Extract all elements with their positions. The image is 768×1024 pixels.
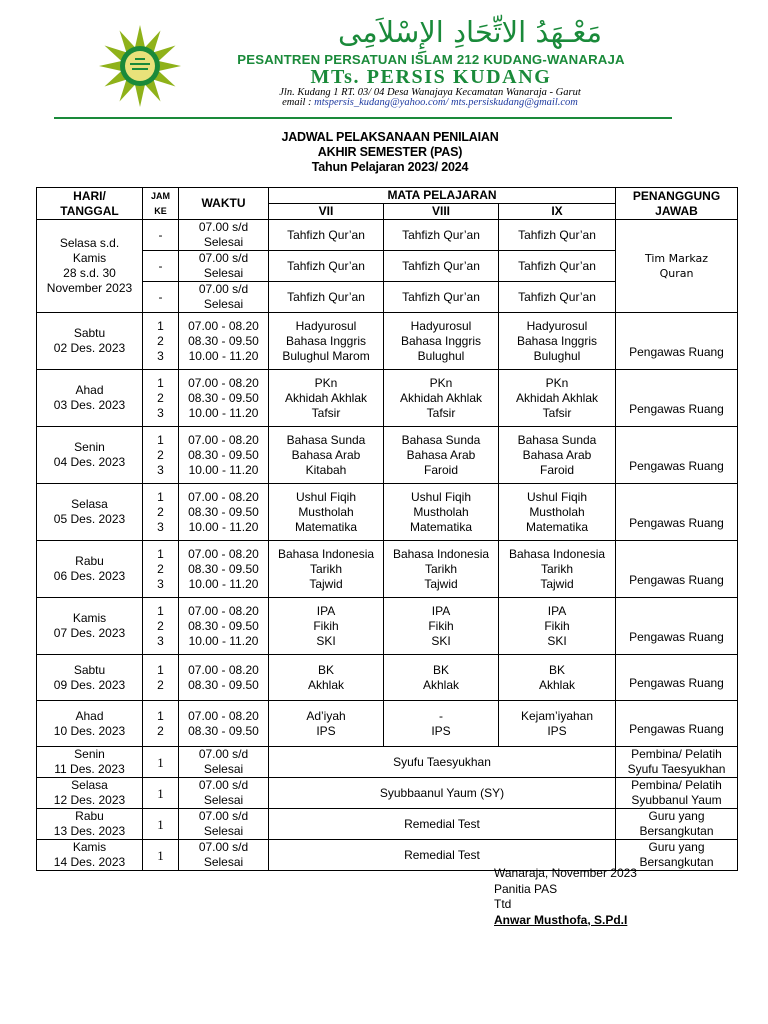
header-grade-viii: VIII [384, 204, 499, 220]
cell-line: 2 [157, 333, 164, 348]
subject-cell: Tahfizh Qur’an [384, 220, 499, 251]
cell-line: 2 [157, 618, 164, 633]
cell-line: Tafsir [542, 405, 572, 420]
cell-line: PKn [545, 375, 569, 390]
pj-cell: Tim Markaz Quran [616, 220, 738, 313]
cell-line: Faroid [539, 462, 574, 477]
cell-line: Selesai [203, 762, 244, 776]
cell-line: Tarikh [309, 561, 342, 576]
cell-line: 3 [157, 405, 164, 420]
cell-line: 10.00 - 11.20 [188, 519, 259, 534]
cell-line: Bahasa Inggris [285, 333, 367, 348]
cell-line: 08.30 - 09.50 [188, 677, 259, 692]
signer-name: Anwar Musthofa, S.Pd.I [494, 912, 628, 927]
cell-line: Bahasa Indonesia [508, 546, 606, 561]
header-mapel: MATA PELAJARAN [269, 188, 616, 204]
cell-line: Tafsir [426, 405, 456, 420]
header-jam: JAM KE [143, 188, 179, 220]
activity-cell: Remedial Test [269, 840, 616, 871]
cell-line: 08.30 - 09.50 [188, 561, 259, 576]
subject-cell-viii [384, 701, 499, 747]
day-name: Selasa [71, 497, 108, 511]
subject-cell-viii [384, 541, 499, 598]
cell-line: Bahasa Indonesia [277, 546, 375, 561]
cell-line: Tarikh [540, 561, 573, 576]
waktu-cell [179, 598, 269, 655]
cell-line: 3 [157, 576, 164, 591]
cell-line: 08.30 - 09.50 [188, 333, 259, 348]
jam-cell [143, 598, 179, 655]
cell-line: Bersangkutan [639, 855, 714, 869]
day-date: 02 Des. 2023 [53, 341, 126, 355]
waktu-cell [179, 655, 269, 701]
cell-line: Akhlak [538, 677, 576, 692]
cell-line: Guru yang [648, 809, 705, 823]
committee-name: Panitia PAS [494, 881, 558, 896]
subject-cell-ix [499, 701, 616, 747]
subject-cell: Tahfizh Qur’an [499, 282, 616, 313]
cell-line: 08.30 - 09.50 [188, 504, 259, 519]
subject-cell-viii [384, 313, 499, 370]
cell-line: 1 [157, 375, 164, 390]
waktu-cell [179, 778, 269, 809]
cell-line: Guru yang [648, 840, 705, 854]
cell-line: 08.30 - 09.50 [188, 723, 259, 738]
subject-cell-viii [384, 655, 499, 701]
subject-cell-ix [499, 598, 616, 655]
jam-cell: 1 [143, 840, 179, 871]
cell-line: 07.00 s/d [198, 778, 249, 792]
document-title [200, 130, 580, 175]
cell-line: Selesai [203, 824, 244, 838]
cell-line: Tarikh [424, 561, 457, 576]
cell-line: 07.00 - 08.20 [188, 318, 259, 333]
pj-cell: Pengawas Ruang [616, 313, 738, 370]
cell-line: Pembina/ Pelatih [631, 747, 722, 761]
cell-line: 07.00 s/d [198, 747, 249, 761]
cell-line: Bulughul [417, 348, 465, 363]
cell-line: 2 [157, 561, 164, 576]
cell-line: Tajwid [309, 576, 343, 591]
subject-cell-vii [269, 313, 384, 370]
cell-line: 3 [157, 519, 164, 534]
pj-cell: Pengawas Ruang [616, 484, 738, 541]
day-cell [37, 809, 143, 840]
day-date: 04 Des. 2023 [53, 455, 126, 469]
pj-cell: Pengawas Ruang [616, 370, 738, 427]
cell-line: Akhidah Akhlak [515, 390, 599, 405]
cell-line: 10.00 - 11.20 [188, 633, 259, 648]
day-date: 09 Des. 2023 [53, 677, 126, 692]
cell-line: Kejam’iyahan [520, 708, 594, 723]
title-line-1: JADWAL PELAKSANAAN PENILAIAN [281, 130, 499, 144]
jam-cell: - [143, 220, 179, 251]
day-date: 07 Des. 2023 [53, 626, 126, 640]
cell-line: Mustholah [413, 504, 469, 519]
cell-line: IPS [547, 723, 567, 738]
jam-cell: 1 [143, 747, 179, 778]
day-cell: Selasa s.d. Kamis 28 s.d. 30 November 2023 [37, 220, 143, 313]
cell-line: SKI [431, 633, 451, 648]
day-cell [37, 701, 143, 747]
pj-cell: Pengawas Ruang [616, 701, 738, 747]
day-date: 11 Des. 2023 [54, 762, 125, 776]
cell-line: Akhlak [422, 677, 460, 692]
cell-line: SKI [547, 633, 567, 648]
subject-cell-viii [384, 427, 499, 484]
cell-line: 1 [157, 603, 164, 618]
cell-line: Bulughul Marom [282, 348, 370, 363]
subject-cell-vii [269, 655, 384, 701]
day-name: Selasa [71, 778, 108, 792]
cell-line: Syubbanul Yaum [631, 793, 722, 807]
waktu-cell: 07.00 s/d Selesai [179, 220, 269, 251]
cell-line: Ushul Fiqih [526, 489, 588, 504]
title-line-3: Tahun Pelajaran 2023/ 2024 [311, 160, 469, 174]
day-name: Rabu [75, 809, 104, 823]
pj-cell: Pengawas Ruang [616, 427, 738, 484]
schedule-table [36, 187, 738, 871]
cell-line: Hadyurosul [410, 318, 472, 333]
activity-cell: Remedial Test [269, 809, 616, 840]
subject-cell: Tahfizh Qur’an [384, 251, 499, 282]
jam-cell: 1 [143, 778, 179, 809]
jam-cell [143, 313, 179, 370]
cell-line: Selesai [203, 793, 244, 807]
subject-cell-ix [499, 313, 616, 370]
cell-line: 3 [157, 348, 164, 363]
day-cell [37, 747, 143, 778]
cell-line: 1 [157, 318, 164, 333]
day-date: 14 Des. 2023 [53, 855, 126, 869]
cell-line: Bahasa Arab [406, 447, 476, 462]
day-cell [37, 655, 143, 701]
table-row [37, 220, 738, 251]
cell-line: IPS [316, 723, 336, 738]
cell-line: 07.00 - 08.20 [188, 489, 259, 504]
waktu-cell [179, 809, 269, 840]
cell-line: 2 [157, 504, 164, 519]
jam-cell [143, 541, 179, 598]
jam-cell [143, 427, 179, 484]
cell-line: Mustholah [529, 504, 585, 519]
day-cell [37, 370, 143, 427]
subject-cell: Tahfizh Qur’an [269, 251, 384, 282]
cell-line: IPA [431, 603, 451, 618]
jam-cell: 1 [143, 809, 179, 840]
activity-cell: Syufu Taesyukhan [269, 747, 616, 778]
cell-line: 07.00 s/d [198, 840, 249, 854]
subject-cell-ix [499, 484, 616, 541]
cell-line: Faroid [423, 462, 458, 477]
cell-line: Matematika [525, 519, 589, 534]
day-cell [37, 427, 143, 484]
cell-line: Bahasa Indonesia [392, 546, 490, 561]
cell-line: Fikih [544, 618, 570, 633]
subject-cell-viii [384, 370, 499, 427]
cell-line: BK [432, 662, 449, 677]
pj-cell [616, 778, 738, 809]
header-pj: PENANGGUNG JAWAB [616, 188, 738, 220]
day-name: Sabtu [73, 326, 106, 340]
cell-line: Akhidah Akhlak [399, 390, 483, 405]
pj-cell: Pengawas Ruang [616, 598, 738, 655]
cell-line: 07.00 - 08.20 [188, 432, 259, 447]
jam-cell [143, 484, 179, 541]
pj-cell [616, 747, 738, 778]
cell-line: Bersangkutan [639, 824, 714, 838]
waktu-cell [179, 747, 269, 778]
subject-cell: Tahfizh Qur’an [499, 251, 616, 282]
cell-line: Bahasa Arab [291, 447, 361, 462]
day-cell [37, 313, 143, 370]
waktu-cell: 07.00 s/d Selesai [179, 282, 269, 313]
cell-line: SKI [316, 633, 336, 648]
cell-line: Bahasa Sunda [517, 432, 597, 447]
day-cell [37, 484, 143, 541]
subject-cell-ix [499, 655, 616, 701]
cell-line: Hadyurosul [526, 318, 588, 333]
waktu-cell [179, 313, 269, 370]
cell-line: Mustholah [298, 504, 354, 519]
waktu-cell [179, 541, 269, 598]
day-name: Rabu [75, 554, 104, 568]
cell-line: 07.00 s/d [198, 809, 249, 823]
jam-cell [143, 370, 179, 427]
subject-cell-vii [269, 701, 384, 747]
header-divider [54, 117, 672, 119]
cell-line: 2 [157, 723, 164, 738]
cell-line: 2 [157, 390, 164, 405]
jam-cell [143, 701, 179, 747]
day-cell [37, 541, 143, 598]
table-row [37, 598, 738, 655]
table-row [37, 484, 738, 541]
cell-line: Tajwid [540, 576, 574, 591]
subject-cell: Tahfizh Qur’an [269, 220, 384, 251]
subject-cell: Tahfizh Qur’an [269, 282, 384, 313]
institution-name: PESANTREN PERSATUAN ISLAM 212 KUDANG-WANARAJA [237, 52, 625, 67]
cell-line: Akhidah Akhlak [284, 390, 368, 405]
cell-line: Ad’iyah [306, 708, 346, 723]
subject-cell-ix [499, 370, 616, 427]
cell-line: IPS [431, 723, 451, 738]
cell-line: 1 [157, 708, 164, 723]
cell-line: Hadyurosul [295, 318, 357, 333]
cell-line: Bahasa Inggris [516, 333, 598, 348]
cell-line: 08.30 - 09.50 [188, 447, 259, 462]
jam-cell [143, 655, 179, 701]
waktu-cell: 07.00 s/d Selesai [179, 251, 269, 282]
day-name: Senin [74, 440, 105, 454]
day-date: 05 Des. 2023 [53, 512, 126, 526]
school-logo [98, 24, 182, 108]
cell-line: Pembina/ Pelatih [631, 778, 722, 792]
place-date: Wanaraja, November 2023 [494, 866, 637, 880]
activity-cell: Syubbaanul Yaum (SY) [269, 778, 616, 809]
day-name: Ahad [75, 708, 104, 723]
cell-line: PKn [314, 375, 338, 390]
waktu-cell [179, 701, 269, 747]
table-row [37, 655, 738, 701]
waktu-cell [179, 427, 269, 484]
cell-line: 08.30 - 09.50 [188, 390, 259, 405]
subject-cell-viii [384, 598, 499, 655]
waktu-cell [179, 840, 269, 871]
header-grade-vii: VII [269, 204, 384, 220]
day-name: Senin [74, 747, 105, 761]
subject-cell: Tahfizh Qur’an [384, 282, 499, 313]
day-name: Kamis [72, 840, 107, 854]
header-hari: HARI/ TANGGAL [37, 188, 143, 220]
cell-line: 10.00 - 11.20 [188, 462, 259, 477]
table-row [37, 313, 738, 370]
cell-line: Bahasa Sunda [401, 432, 481, 447]
cell-line: 1 [157, 432, 164, 447]
waktu-cell [179, 484, 269, 541]
day-date: 13 Des. 2023 [53, 824, 126, 838]
email-label: email : [282, 97, 312, 108]
cell-line: 2 [157, 447, 164, 462]
day-cell [37, 778, 143, 809]
cell-line: 07.00 - 08.20 [188, 603, 259, 618]
header-grade-ix: IX [499, 204, 616, 220]
day-date: 03 Des. 2023 [53, 398, 126, 412]
cell-line: 3 [157, 462, 164, 477]
subject-cell-viii [384, 484, 499, 541]
cell-line: Bahasa Sunda [286, 432, 366, 447]
day-name: Kamis [72, 611, 107, 625]
header-waktu: WAKTU [179, 188, 269, 220]
school-name: MTs. PERSIS KUDANG [310, 66, 552, 88]
cell-line: Kitabah [305, 462, 347, 477]
jam-cell: - [143, 282, 179, 313]
address-block [210, 88, 650, 108]
cell-line: 07.00 - 08.20 [188, 375, 259, 390]
cell-line: Fikih [428, 618, 454, 633]
cell-line: Tafsir [311, 405, 341, 420]
table-row [37, 747, 738, 778]
title-line-2: AKHIR SEMESTER (PAS) [317, 145, 463, 159]
cell-line: Syufu Taesyukhan [627, 762, 726, 776]
cell-line: 07.00 - 08.20 [188, 546, 259, 561]
cell-line: Akhlak [307, 677, 345, 692]
cell-line: Fikih [313, 618, 339, 633]
pj-cell: Pengawas Ruang [616, 541, 738, 598]
cell-line: 3 [157, 633, 164, 648]
cell-line: - [439, 708, 443, 723]
email-link[interactable]: mtspersis_kudang@yahoo.com/ mts.persiskudang@gmail.com [314, 97, 578, 108]
day-date: 06 Des. 2023 [53, 569, 126, 583]
pj-cell [616, 809, 738, 840]
jam-cell: - [143, 251, 179, 282]
cell-line: 07.00 - 08.20 [188, 662, 259, 677]
cell-line: Ushul Fiqih [410, 489, 472, 504]
cell-line: Bahasa Inggris [400, 333, 482, 348]
cell-line: 1 [157, 662, 164, 677]
cell-line: 10.00 - 11.20 [188, 348, 259, 363]
cell-line: IPA [547, 603, 567, 618]
table-row [37, 701, 738, 747]
cell-line: 08.30 - 09.50 [188, 618, 259, 633]
subject-cell: Tahfizh Qur’an [499, 220, 616, 251]
cell-line: IPA [316, 603, 336, 618]
cell-line: BK [548, 662, 565, 677]
pj-cell: Pengawas Ruang [616, 655, 738, 701]
cell-line: 1 [157, 546, 164, 561]
subject-cell-vii [269, 598, 384, 655]
day-date: 12 Des. 2023 [53, 793, 126, 807]
day-name: Sabtu [73, 662, 106, 677]
cell-line: Selesai [203, 855, 244, 869]
day-cell [37, 598, 143, 655]
cell-line: 07.00 - 08.20 [188, 708, 259, 723]
cell-line: PKn [429, 375, 453, 390]
ttd-label: Ttd [494, 897, 512, 911]
cell-line: BK [317, 662, 334, 677]
subject-cell-vii [269, 541, 384, 598]
day-date: 10 Des. 2023 [53, 723, 126, 738]
cell-line: Ushul Fiqih [295, 489, 357, 504]
subject-cell-vii [269, 370, 384, 427]
cell-line: Matematika [409, 519, 473, 534]
waktu-cell [179, 370, 269, 427]
subject-cell-vii [269, 484, 384, 541]
table-row [37, 427, 738, 484]
cell-line: 1 [157, 489, 164, 504]
cell-line: 10.00 - 11.20 [188, 576, 259, 591]
signature-block [494, 866, 637, 928]
email-line [210, 98, 650, 108]
cell-line: Matematika [294, 519, 358, 534]
table-row [37, 541, 738, 598]
subject-cell-ix [499, 427, 616, 484]
table-row [37, 809, 738, 840]
cell-line: Tajwid [424, 576, 458, 591]
subject-cell-vii [269, 427, 384, 484]
header-row-1 [37, 188, 738, 204]
arabic-school-name: مَعْـهَدُ الاتِّحَادِ الإِسْلاَمِى [337, 15, 603, 49]
table-row [37, 778, 738, 809]
day-name: Ahad [75, 383, 104, 397]
subject-cell-ix [499, 541, 616, 598]
cell-line: Bulughul [533, 348, 581, 363]
cell-line: 2 [157, 677, 164, 692]
cell-line: Bahasa Arab [522, 447, 592, 462]
table-row [37, 370, 738, 427]
day-cell [37, 840, 143, 871]
address-line: Jln. Kudang 1 RT. 03/ 04 Desa Wanajaya Kecamatan Wanaraja - Garut [279, 87, 581, 98]
cell-line: 10.00 - 11.20 [188, 405, 259, 420]
